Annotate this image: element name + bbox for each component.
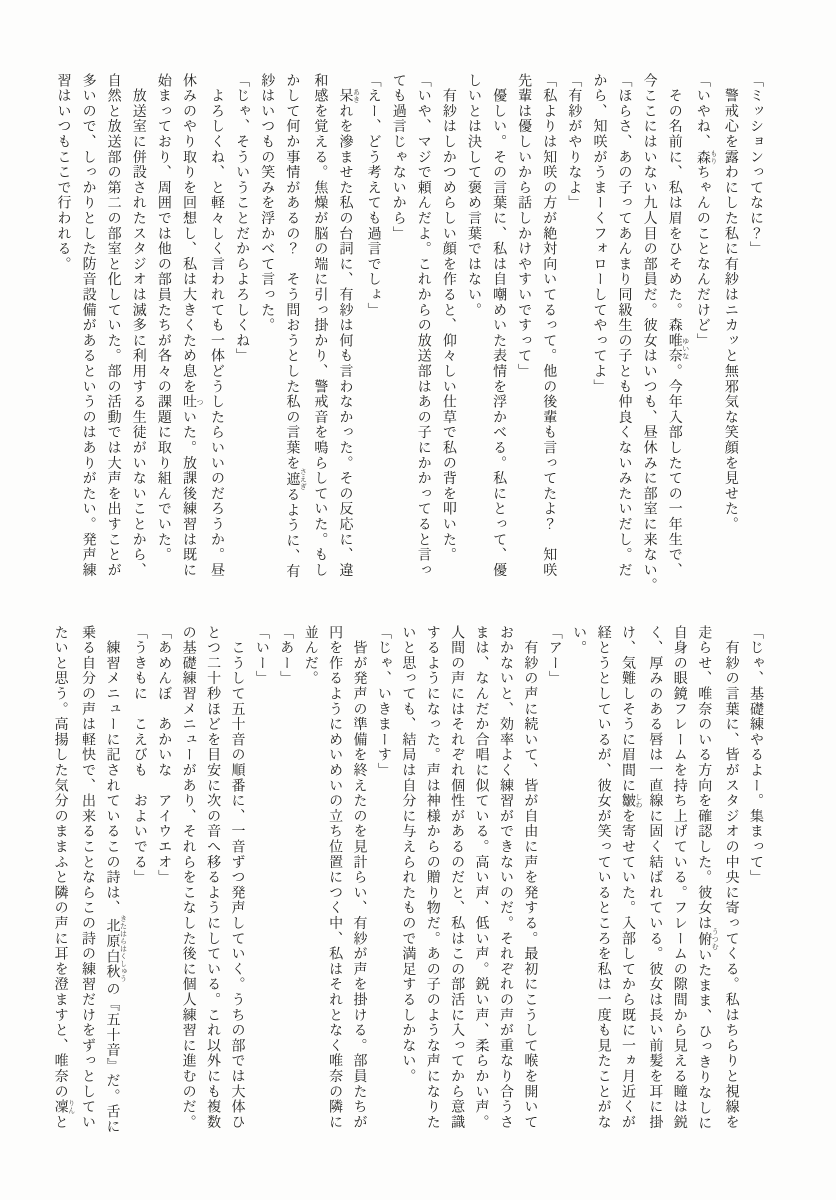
text-line: 「あー」: [278, 625, 295, 687]
text-line: く、厚みのある唇は一直線に固く結ばれている。彼女は長い前髪を耳に掛: [647, 625, 664, 1130]
text-line: い。: [571, 625, 588, 656]
text-line: こうして五十音の順番に、一音ずつ発声していく。うちの部では大体ひ: [229, 625, 246, 1130]
text-line: 「じゃ、基礎練やるよー。集まって」: [748, 625, 764, 886]
text-line: 多いので、しっかりとした防音設備があるというのはありがたい。発声練: [80, 73, 97, 578]
text-line: 「ミッションってなに？」: [748, 73, 764, 257]
text-line: かして何か事情があるの？ そう問おうとした私の言葉を遮 さえぎるように、有: [284, 73, 308, 580]
text-line: たいと思う。高揚した気分のままふと隣の声に耳を澄ますと、唯奈の凜 りんと: [52, 625, 76, 1130]
text-line: 「アー」: [546, 625, 563, 687]
text-line: その名前に、私は眉をひそめた。森唯奈 ゆいな。今年入部したての一年生で、: [666, 73, 690, 578]
text-line: 「いー」: [253, 625, 270, 687]
text-line: 今ここにはいない九人目の部員だ。彼女はいつも、昼休みに部室に来ない。: [641, 73, 658, 594]
text-line: 呆 あきれを滲ませた私の台詞に、有紗は何も言わなかった。その反応に、違: [337, 88, 361, 578]
text-line: 有紗はしかつめらしい顔を作ると、仰々しい仕草で私の背を叩いた。: [440, 73, 457, 563]
text-line: するようになった。声は神様からの贈り物だ。あの子のような声になりた: [424, 625, 441, 1130]
text-line: 経とうとしているが、彼女が笑っているところを私は一度も見たことがな: [595, 625, 612, 1130]
text-line: 警戒心を露わにした私に有紗はニカッと無邪気な笑顔を見せた。: [722, 73, 739, 532]
text-line: 「じゃ、そういうことだからよろしくね」: [234, 73, 251, 364]
text-line: 有紗の声に続いて、皆が自由に声を発する。最初にこうして喉を開いて: [522, 625, 539, 1130]
text-line: とつ二十秒ほどを目安に次の音へ移るようにしている。これ以外にも複数: [205, 625, 222, 1130]
text-line: 練習メニューに記されているこの詩は、北原白秋 きたはらはくしゅうの『五十音』だ。舌に: [104, 625, 128, 1135]
text-line: 「ほらさ、あの子ってあんまり同級生の子とも仲良くないみたいだし。だ: [616, 73, 633, 578]
text-line: 「有紗がやりなよ」: [566, 73, 583, 211]
text-line: 放送室に併設されたスタジオは滅多に利用する生徒がいないことから、: [130, 73, 147, 578]
text-line: 先輩は優しいから話しかけやすいですって」: [516, 73, 533, 379]
text-line: 始まっており、周囲では他の部員たちが各々の課題に取り組んでいた。: [155, 73, 172, 563]
text-block-bottom: [48, 625, 768, 1135]
text-line: 紗はいつもの笑みを浮かべて言った。: [259, 73, 276, 334]
text-line: 「いやね、森 もりちゃんのことなんだけど」: [694, 73, 718, 349]
text-line: 「うきもに こえびも およいでる」: [131, 625, 148, 886]
text-line: 「いや、マジで頼んだよ。これからの放送部はあの子にかかってると言っ: [415, 73, 432, 578]
text-line: おかないと、効率よく練習ができないのだ。それぞれの声が重なり合うさ: [497, 625, 514, 1130]
text-line: 「えー、どう考えても過言でしょ」: [365, 73, 382, 318]
text-line: 和感を覚える。焦燥が脳の端に引っ掛かり、警戒音を鳴らしていた。もし: [312, 73, 329, 578]
text-line: 円を作るようにめいめいの立ち位置につく中、私はそれとなく唯奈の隣に: [327, 625, 344, 1130]
text-line: 走らせ、唯奈のいる方向を確認した。彼女は俯 うつむいたまま、ひっきりなしに: [696, 625, 720, 1132]
text-line: 自身の眼鏡フレームを持ち上げている。フレームの隙間から見える瞳は鋭: [671, 625, 688, 1130]
text-line: 優しい。その言葉に、私は自嘲めいた表情を浮かべる。私にとって、優: [491, 73, 508, 578]
text-line: から、知咲がうまーくフォローしてやってよ」: [591, 73, 608, 395]
text-line: 休みのやり取りを回想し、私は大きくため息を吐 ついた。放課後練習は既に: [180, 73, 204, 578]
text-line: ても過言じゃないから」: [390, 73, 407, 242]
text-line: 皆が発声の準備を終えたのを見計らい、有紗が声を掛ける。部員たちが: [351, 625, 368, 1130]
text-line: しいとは決して褒め言葉ではない。: [465, 73, 482, 318]
text-line: 習はいつもここで行われる。: [55, 73, 72, 272]
text-line: 有紗の言葉に、皆がスタジオの中央に寄ってくる。私はちらりと視線を: [723, 625, 740, 1130]
text-line: け、気難しそうに眉間に皺 しわを寄せていた。入部してから既に一ヵ月近くが: [619, 625, 643, 1130]
text-line: よろしくね、と軽々しく言われても一体どうしたらいいのだろうか。昼: [209, 73, 226, 578]
text-line: 乗る自分の声は軽快で、出来ることならこの詩の練習だけをずっとしてい: [80, 625, 97, 1130]
text-line: 「あめんぼ あかいな アイウエオ」: [156, 625, 173, 886]
text-line: の基礎練習メニューがあり、それらをこなした後に個人練習に進むのだ。: [180, 625, 197, 1130]
text-line: 「私よりは知咲の方が絶対向いてるって。他の後輩も言ってたよ？ 知咲: [541, 73, 558, 578]
text-block-top: [50, 73, 768, 594]
text-line: 自然と放送部の第二の部室と化していた。部の活動では大声を出すことが: [105, 73, 122, 578]
text-line: まは、なんだか合唱に似ている。高い声、低い声。鋭い声、柔らかい声。: [473, 625, 490, 1130]
text-line: 並んだ。: [302, 625, 319, 687]
text-line: 人間の声にはそれぞれ個性があるのだと、私はこの部活に入ってから意識: [449, 625, 466, 1130]
text-line: 「じゃ、いきまーす」: [375, 625, 392, 778]
text-line: いと思っても、結局は自分に与えられたもので満足するしかない。: [400, 625, 417, 1084]
